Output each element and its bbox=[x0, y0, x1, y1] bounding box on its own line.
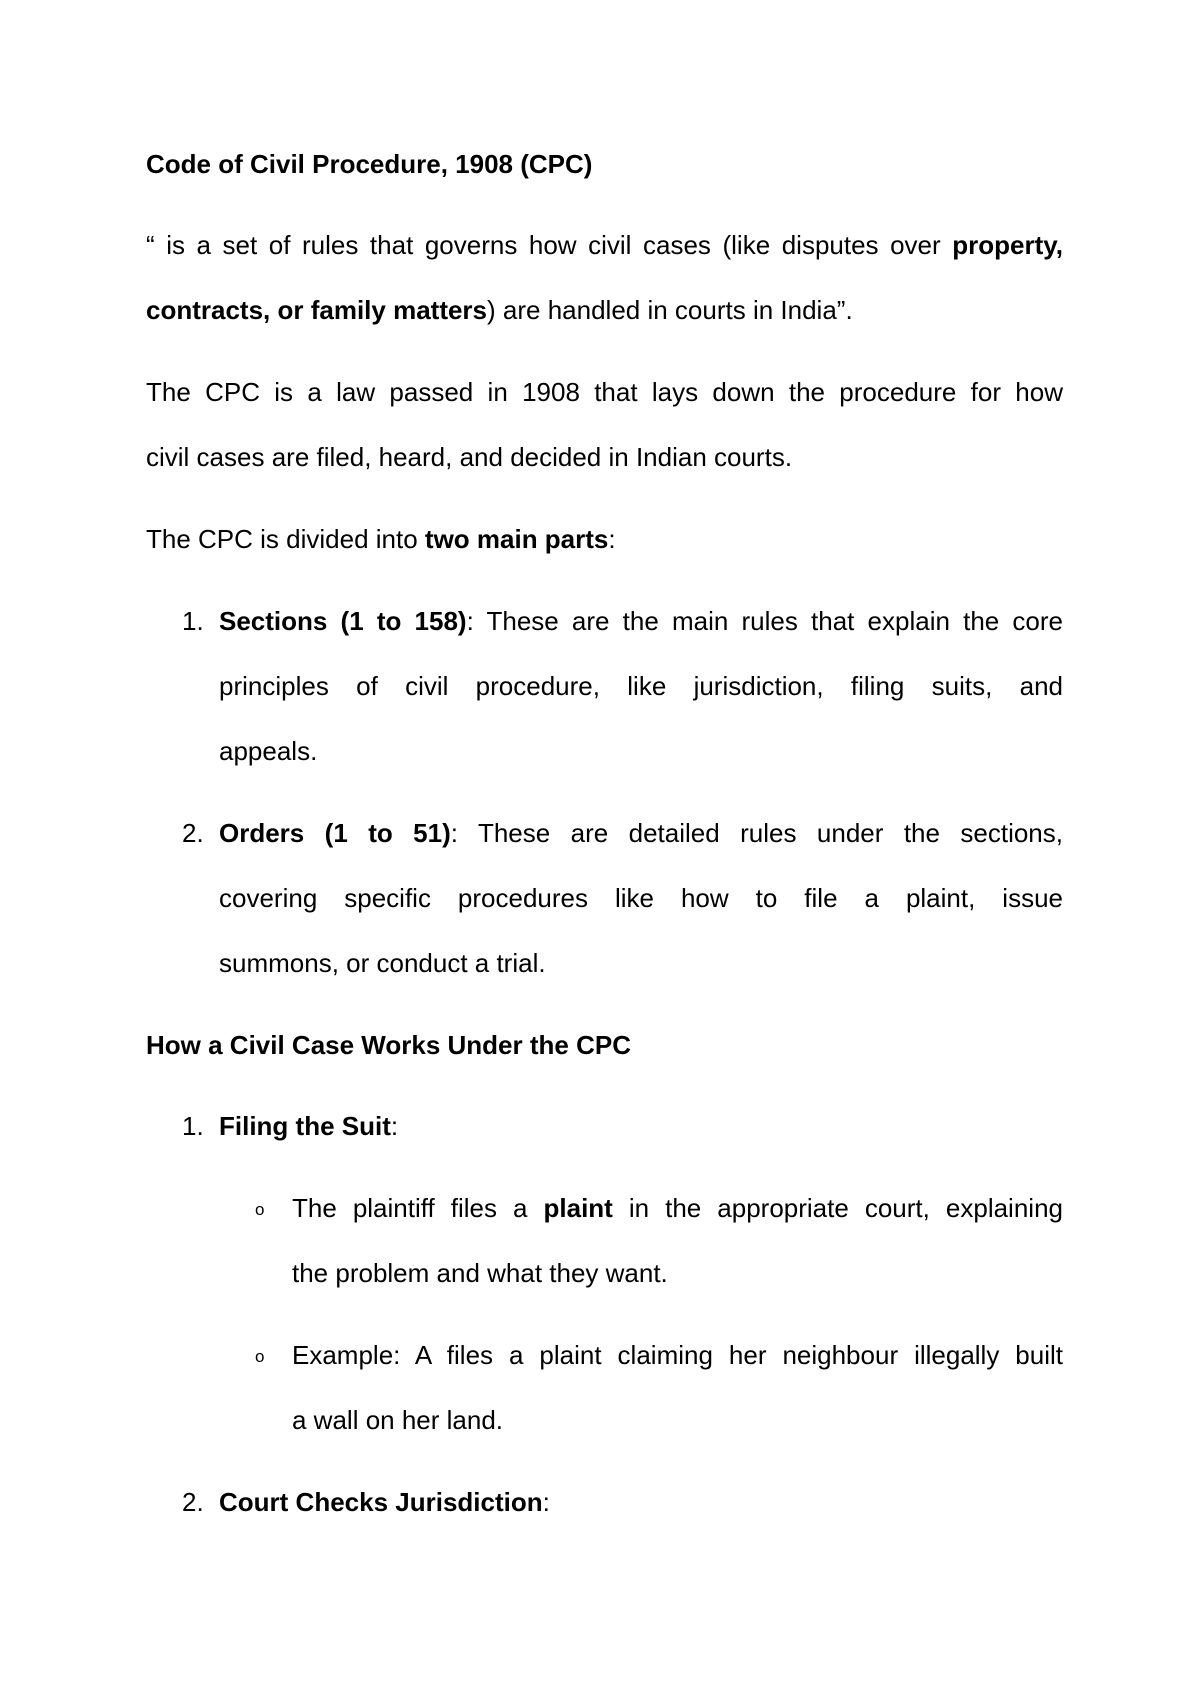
bullet-marker: o bbox=[255, 1200, 265, 1219]
para3-line bbox=[146, 526, 616, 552]
part1-text: principles of civil procedure, like jurisdiction, filing suits, and bbox=[219, 671, 1063, 701]
para2-line-2 bbox=[146, 444, 792, 470]
list-number: 2. bbox=[182, 1487, 204, 1517]
section-heading bbox=[146, 1032, 631, 1058]
part2-text: summons, or conduct a trial. bbox=[219, 948, 546, 978]
intro-emphasis: contracts, or family matters bbox=[146, 295, 488, 325]
list-number: 2. bbox=[182, 818, 204, 848]
part1-text: appeals. bbox=[219, 736, 318, 766]
step1-bullet1-line-2 bbox=[292, 1260, 668, 1286]
part2-line-1 bbox=[219, 820, 1063, 846]
list-number: 1. bbox=[182, 1111, 204, 1141]
document-title bbox=[146, 151, 592, 177]
bullet-text: The plaintiff files a bbox=[292, 1193, 544, 1223]
part2-line-2 bbox=[219, 885, 1063, 911]
heading-text: How a Civil Case Works Under the CPC bbox=[146, 1030, 631, 1060]
step2-label: Court Checks Jurisdiction bbox=[219, 1487, 543, 1517]
intro-emphasis: property, bbox=[952, 230, 1063, 260]
intro-line-1 bbox=[146, 232, 1063, 258]
part1-line-1 bbox=[219, 608, 1063, 634]
step1-suffix: : bbox=[390, 1111, 399, 1141]
para3-text: : bbox=[608, 524, 616, 554]
list-number: 1. bbox=[182, 606, 204, 636]
bullet-text: in the appropriate court, explaining bbox=[612, 1193, 1063, 1223]
bullet-text: a wall on her land. bbox=[292, 1405, 504, 1435]
step2-suffix: : bbox=[542, 1487, 550, 1517]
title-text: Code of Civil Procedure, 1908 (CPC) bbox=[146, 149, 593, 179]
part2-line-3 bbox=[219, 950, 546, 976]
para2-line-1 bbox=[146, 379, 1063, 405]
part1-line-3 bbox=[219, 738, 317, 764]
step1-title bbox=[219, 1113, 398, 1139]
bullet-text: Example: A files a plaint claiming her neighbour illegally built bbox=[292, 1340, 1063, 1370]
part2-text: covering specific procedures like how to file a plaint, issue bbox=[219, 883, 1063, 913]
step1-bullet2-line-2 bbox=[292, 1407, 503, 1433]
intro-text: ) are handled in courts in India”. bbox=[487, 295, 853, 325]
step1-bullet1-line-1 bbox=[292, 1195, 1063, 1221]
para2-text: The CPC is a law passed in 1908 that lays down the procedure for how bbox=[146, 377, 1063, 407]
part1-line-2 bbox=[219, 673, 1063, 699]
bullet-marker: o bbox=[255, 1347, 265, 1366]
intro-line-2 bbox=[146, 297, 853, 323]
bullet-text: the problem and what they want. bbox=[292, 1258, 668, 1288]
step1-label: Filing the Suit bbox=[219, 1111, 391, 1141]
para3-emphasis: two main parts bbox=[424, 524, 609, 554]
part1-text: : These are the main rules that explain the core bbox=[466, 606, 1063, 636]
intro-text: “ is a set of rules that governs how civil cases (like disputes over bbox=[146, 230, 953, 260]
bullet-emphasis: plaint bbox=[543, 1193, 613, 1223]
part2-text: : These are detailed rules under the sections, bbox=[450, 818, 1063, 848]
step1-bullet2-line-1 bbox=[292, 1342, 1063, 1368]
part1-term: Sections (1 to 158) bbox=[219, 606, 467, 636]
para3-text: The CPC is divided into bbox=[146, 524, 425, 554]
step2-title bbox=[219, 1489, 550, 1515]
para2-text: civil cases are filed, heard, and decided in Indian courts. bbox=[146, 442, 793, 472]
part2-term: Orders (1 to 51) bbox=[219, 818, 451, 848]
